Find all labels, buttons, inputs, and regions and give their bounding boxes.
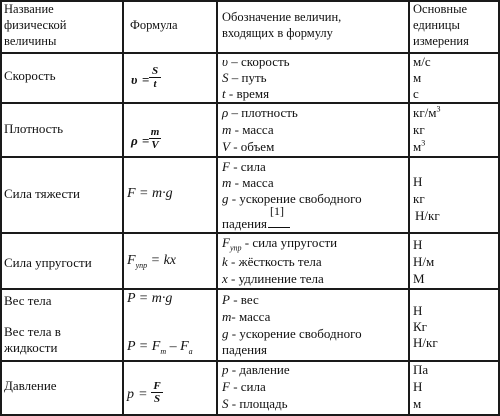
row-weight-unit-2: Кг — [413, 319, 428, 334]
row-gravity-unit-1: Н — [413, 174, 423, 189]
row-density-unit-2: кг — [413, 122, 425, 137]
row-speed-name: Скорость — [4, 68, 56, 83]
row-elastic-def-1: $F_{упр}$ - сила упругости — [222, 235, 338, 253]
row-elastic-name: Сила упругости — [4, 255, 92, 270]
row-density-formula-fraction — [149, 127, 161, 150]
row-density-name: Плотность — [4, 121, 64, 136]
row-gravity-footnote: [1] — [270, 204, 284, 218]
header-notation-2: входящих в формулу — [222, 26, 333, 40]
fraction-numerator: F — [153, 380, 161, 392]
row-weight-fluid-formula: $P = F_m - F_a$ — [127, 339, 193, 356]
row-pressure-formula-lhs: p — [127, 387, 134, 402]
row-divider-4 — [0, 288, 500, 290]
row-density-unit-1: $кг/м^3$ — [413, 104, 441, 120]
row-pressure-unit-2: Н — [413, 379, 423, 394]
row-weight-def-1: P - вес — [222, 292, 259, 307]
fraction-numerator: S — [151, 65, 159, 77]
header-units-1: Основные — [413, 2, 468, 16]
fraction-denominator: V — [151, 139, 159, 152]
row-density-def-3: V - объем — [222, 139, 275, 154]
row-pressure-def-2: F - сила — [222, 379, 266, 394]
row-speed-unit-3: с — [413, 86, 419, 101]
row-gravity-unit-3: Н/кг — [415, 208, 440, 223]
row-density-unit-3: $м^3$ — [413, 138, 426, 154]
row-weight-def-2: m- масса — [222, 309, 271, 324]
row-divider-3 — [0, 232, 500, 234]
header-name-3: величины — [4, 34, 57, 48]
row-speed-def-3: t - время — [222, 86, 270, 101]
header-name-1: Название — [4, 2, 54, 16]
row-density-def-1: ρ – плотность — [222, 105, 298, 120]
header-units-2: единицы — [413, 18, 460, 32]
row-elastic-def-2: k - жёсткость тела — [222, 254, 322, 269]
row-pressure-name: Давление — [4, 378, 57, 393]
row-speed-unit-2: м — [413, 70, 422, 85]
column-divider-3 — [408, 0, 410, 416]
row-speed-formula-lhs: υ — [131, 72, 138, 87]
row-divider-2 — [0, 156, 500, 158]
row-speed-formula-eq: = — [142, 72, 150, 87]
header-name-2: физической — [4, 18, 67, 32]
row-gravity-name: Сила тяжести — [4, 186, 80, 201]
row-weight-formula: P = m·g — [127, 291, 173, 306]
header-formula: Формула — [130, 18, 178, 32]
row-elastic-unit-3: М — [413, 271, 425, 286]
table-border-left — [0, 0, 2, 416]
header-units-3: измерения — [413, 34, 469, 48]
row-speed-def-1: υ – скорость — [222, 54, 290, 69]
row-weight-def-tail: падения — [222, 342, 268, 357]
header-notation-1: Обозначение величин, — [222, 10, 342, 24]
row-elastic-unit-2: Н/м — [413, 254, 435, 269]
row-gravity-unit-2: кг — [413, 191, 425, 206]
row-speed-unit-1: м/с — [413, 54, 431, 69]
row-density-formula-lhs: ρ — [131, 133, 138, 148]
row-speed-def-2: S – путь — [222, 70, 267, 85]
fraction-denominator: S — [153, 393, 161, 406]
row-weight-name: Вес тела — [4, 293, 52, 308]
row-gravity-def-3: g - ускорение свободного — [222, 191, 362, 206]
row-weight-fluid-name-1: Вес тела в — [4, 324, 61, 339]
row-weight-fluid-name-2: жидкости — [4, 340, 58, 355]
row-pressure-unit-1: Па — [413, 362, 429, 377]
row-gravity-formula: F = m·g — [127, 186, 173, 201]
row-weight-unit-3: Н/кг — [413, 335, 438, 350]
row-gravity-def-tail: падения — [222, 216, 290, 231]
row-density-def-2: m - масса — [222, 122, 274, 137]
row-weight-unit-1: Н — [413, 303, 423, 318]
fraction-denominator: t — [153, 78, 157, 91]
column-divider-1 — [122, 0, 124, 416]
row-gravity-def-2: m - масса — [222, 175, 274, 190]
row-elastic-def-3: x - удлинение тела — [222, 271, 324, 286]
row-elastic-unit-1: Н — [413, 237, 423, 252]
row-pressure-unit-3: м — [413, 396, 422, 411]
row-density-formula-eq: = — [142, 133, 150, 148]
table-border-right — [498, 0, 500, 416]
row-divider-1 — [0, 102, 500, 104]
row-pressure-formula-eq: = — [139, 387, 147, 402]
row-weight-def-3: g - ускорение свободного — [222, 326, 362, 341]
row-pressure-def-3: S - площадь — [222, 396, 288, 411]
row-pressure-def-1: p - давление — [222, 362, 290, 377]
row-elastic-formula: $F_{упр}$ = kx — [127, 253, 176, 270]
table-border-bottom — [0, 414, 500, 416]
column-divider-2 — [216, 0, 218, 416]
fraction-numerator: m — [150, 126, 160, 138]
row-gravity-def-1: F - сила — [222, 159, 266, 174]
row-pressure-formula-fraction — [151, 381, 163, 404]
row-speed-formula-fraction — [149, 66, 161, 89]
